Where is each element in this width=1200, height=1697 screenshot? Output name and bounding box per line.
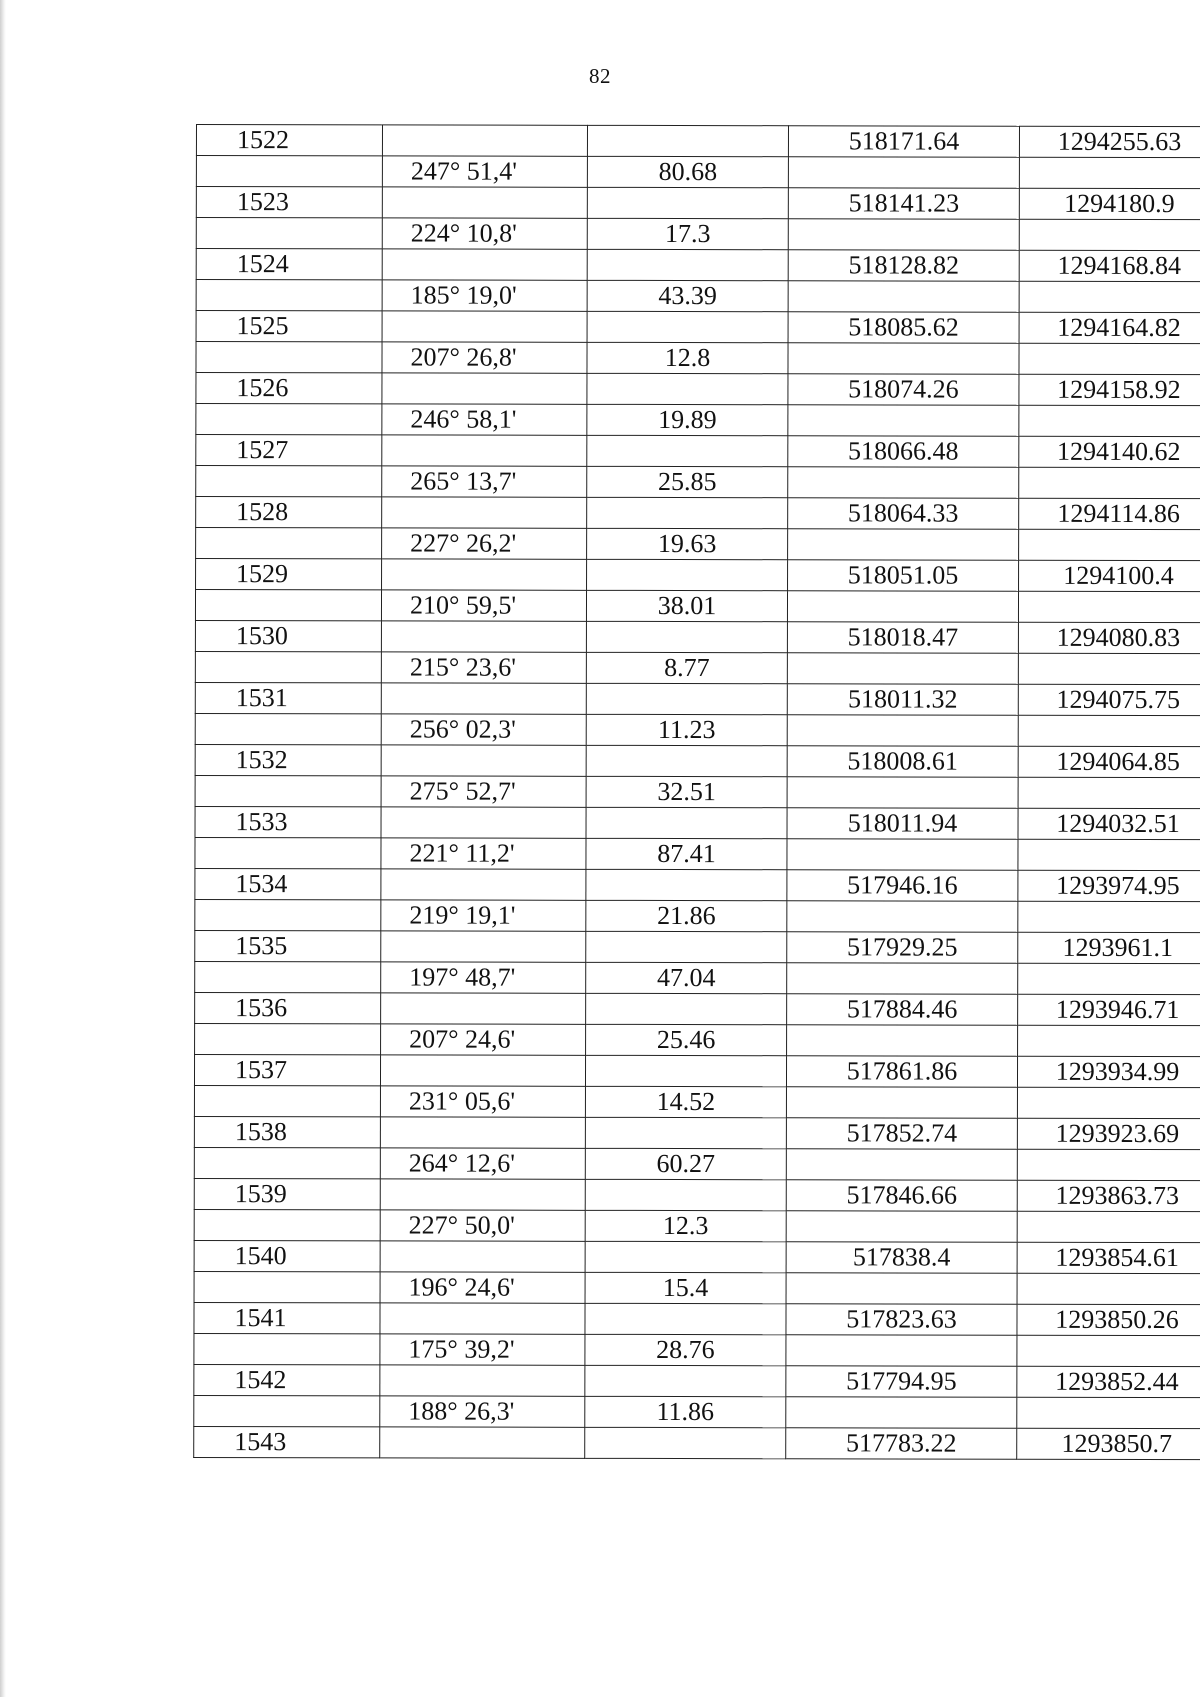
point-row bbox=[196, 435, 1200, 468]
x-coordinate-cell: 517946.16 bbox=[787, 870, 1018, 901]
coordinate-table bbox=[193, 124, 1200, 1460]
segment-row bbox=[194, 1147, 1200, 1180]
point-row bbox=[196, 559, 1200, 592]
y-coordinate-cell bbox=[1019, 219, 1200, 250]
y-coordinate-cell bbox=[1018, 653, 1200, 684]
y-coordinate-cell bbox=[1019, 405, 1200, 436]
point-number-cell: 1538 bbox=[194, 1116, 380, 1147]
point-number-cell: 1527 bbox=[196, 435, 382, 466]
y-coordinate-cell: 1294164.82 bbox=[1019, 312, 1200, 343]
x-coordinate-cell: 517838.4 bbox=[786, 1242, 1017, 1273]
direction-angle-cell bbox=[380, 1365, 585, 1396]
x-coordinate-cell bbox=[787, 777, 1018, 808]
x-coordinate-cell: 517852.74 bbox=[786, 1118, 1017, 1149]
x-coordinate-cell: 518128.82 bbox=[788, 250, 1019, 281]
point-number-cell bbox=[195, 590, 381, 621]
direction-angle-cell bbox=[381, 807, 586, 838]
x-coordinate-cell: 518171.64 bbox=[788, 126, 1019, 157]
distance-cell: 43.39 bbox=[587, 280, 788, 311]
x-coordinate-cell: 518011.32 bbox=[787, 684, 1018, 715]
distance-cell bbox=[586, 993, 787, 1024]
y-coordinate-cell: 1293974.95 bbox=[1018, 870, 1200, 901]
point-row bbox=[195, 620, 1200, 653]
point-row bbox=[196, 125, 1200, 158]
x-coordinate-cell bbox=[788, 157, 1019, 188]
y-coordinate-cell bbox=[1019, 529, 1200, 560]
y-coordinate-cell bbox=[1018, 1025, 1200, 1056]
distance-cell bbox=[585, 1055, 786, 1086]
direction-angle-cell: 197° 48,7' bbox=[381, 962, 586, 993]
distance-cell bbox=[587, 187, 788, 218]
x-coordinate-cell bbox=[786, 1335, 1017, 1366]
direction-angle-cell bbox=[382, 559, 587, 590]
x-coordinate-cell bbox=[786, 1273, 1017, 1304]
x-coordinate-cell bbox=[787, 963, 1018, 994]
direction-angle-cell bbox=[381, 621, 586, 652]
direction-angle-cell: 246° 58,1' bbox=[382, 404, 587, 435]
y-coordinate-cell: 1294100.4 bbox=[1019, 560, 1200, 591]
x-coordinate-cell bbox=[788, 219, 1019, 250]
point-number-cell bbox=[194, 1209, 380, 1240]
page-number: 82 bbox=[589, 64, 611, 88]
distance-cell: 87.41 bbox=[586, 838, 787, 869]
point-number-cell: 1530 bbox=[195, 620, 381, 651]
point-row bbox=[196, 373, 1200, 406]
direction-angle-cell bbox=[380, 1303, 585, 1334]
direction-angle-cell: 185° 19,0' bbox=[382, 280, 587, 311]
segment-row bbox=[195, 775, 1200, 808]
distance-cell: 17.3 bbox=[587, 218, 788, 249]
y-coordinate-cell bbox=[1018, 963, 1200, 994]
direction-angle-cell: 210° 59,5' bbox=[381, 590, 586, 621]
point-number-cell bbox=[195, 837, 381, 868]
segment-row bbox=[194, 1085, 1200, 1118]
direction-angle-cell: 207° 26,8' bbox=[382, 342, 587, 373]
direction-angle-cell: 227° 50,0' bbox=[380, 1210, 585, 1241]
direction-angle-cell: 264° 12,6' bbox=[380, 1148, 585, 1179]
point-number-cell bbox=[195, 1023, 381, 1054]
x-coordinate-cell bbox=[788, 281, 1019, 312]
segment-row bbox=[195, 837, 1200, 870]
segment-row bbox=[195, 713, 1200, 746]
y-coordinate-cell: 1294168.84 bbox=[1019, 250, 1200, 281]
y-coordinate-cell: 1294075.75 bbox=[1018, 684, 1200, 715]
point-number-cell: 1535 bbox=[195, 930, 381, 961]
y-coordinate-cell bbox=[1019, 343, 1200, 374]
direction-angle-cell bbox=[381, 869, 586, 900]
y-coordinate-cell: 1293946.71 bbox=[1018, 994, 1200, 1025]
distance-cell bbox=[586, 683, 787, 714]
x-coordinate-cell bbox=[786, 1397, 1017, 1428]
y-coordinate-cell: 1294064.85 bbox=[1018, 746, 1200, 777]
distance-cell bbox=[585, 1179, 786, 1210]
point-number-cell: 1534 bbox=[195, 868, 381, 899]
distance-cell bbox=[587, 311, 788, 342]
point-row bbox=[196, 497, 1200, 530]
point-number-cell: 1540 bbox=[194, 1240, 380, 1271]
direction-angle-cell bbox=[382, 125, 587, 156]
direction-angle-cell bbox=[382, 311, 587, 342]
x-coordinate-cell bbox=[787, 653, 1018, 684]
y-coordinate-cell bbox=[1018, 901, 1200, 932]
direction-angle-cell bbox=[380, 1179, 585, 1210]
y-coordinate-cell: 1293854.61 bbox=[1017, 1242, 1200, 1273]
y-coordinate-cell bbox=[1018, 839, 1200, 870]
point-row bbox=[194, 1364, 1200, 1397]
segment-row bbox=[195, 651, 1200, 684]
segment-row bbox=[196, 528, 1200, 561]
direction-angle-cell: 256° 02,3' bbox=[381, 714, 586, 745]
distance-cell bbox=[585, 1427, 786, 1458]
x-coordinate-cell bbox=[787, 715, 1018, 746]
point-row bbox=[195, 682, 1200, 715]
direction-angle-cell bbox=[380, 1117, 585, 1148]
y-coordinate-cell bbox=[1017, 1087, 1200, 1118]
y-coordinate-cell: 1294180.9 bbox=[1019, 188, 1200, 219]
segment-row bbox=[194, 1209, 1200, 1242]
distance-cell bbox=[587, 249, 788, 280]
distance-cell bbox=[587, 125, 788, 156]
y-coordinate-cell bbox=[1017, 1397, 1200, 1428]
x-coordinate-cell: 517861.86 bbox=[786, 1056, 1017, 1087]
x-coordinate-cell: 517929.25 bbox=[787, 932, 1018, 963]
point-row bbox=[196, 249, 1200, 282]
x-coordinate-cell bbox=[786, 1087, 1017, 1118]
y-coordinate-cell bbox=[1018, 777, 1200, 808]
segment-row bbox=[196, 156, 1200, 189]
direction-angle-cell bbox=[382, 373, 587, 404]
y-coordinate-cell: 1293961.1 bbox=[1018, 932, 1200, 963]
distance-cell: 8.77 bbox=[586, 652, 787, 683]
segment-row bbox=[195, 1023, 1200, 1056]
distance-cell bbox=[587, 373, 788, 404]
point-row bbox=[196, 311, 1200, 344]
point-number-cell: 1532 bbox=[195, 744, 381, 775]
point-row bbox=[195, 806, 1200, 839]
x-coordinate-cell: 518066.48 bbox=[788, 436, 1019, 467]
point-number-cell: 1523 bbox=[196, 187, 382, 218]
x-coordinate-cell: 517783.22 bbox=[786, 1428, 1017, 1459]
point-number-cell: 1537 bbox=[194, 1054, 380, 1085]
x-coordinate-cell bbox=[788, 529, 1019, 560]
point-row bbox=[194, 1116, 1200, 1149]
distance-cell: 80.68 bbox=[587, 156, 788, 187]
point-number-cell bbox=[196, 342, 382, 373]
point-number-cell bbox=[196, 466, 382, 497]
x-coordinate-cell bbox=[787, 1025, 1018, 1056]
y-coordinate-cell: 1293863.73 bbox=[1017, 1180, 1200, 1211]
point-number-cell: 1541 bbox=[194, 1302, 380, 1333]
distance-cell bbox=[585, 1241, 786, 1272]
distance-cell: 21.86 bbox=[586, 900, 787, 931]
point-number-cell bbox=[196, 156, 382, 187]
point-row bbox=[195, 744, 1200, 777]
point-number-cell bbox=[195, 651, 381, 682]
direction-angle-cell: 224° 10,8' bbox=[382, 218, 587, 249]
y-coordinate-cell: 1294255.63 bbox=[1019, 126, 1200, 157]
point-number-cell: 1529 bbox=[196, 559, 382, 590]
distance-cell: 25.85 bbox=[587, 466, 788, 497]
distance-cell: 12.3 bbox=[585, 1210, 786, 1241]
segment-row bbox=[195, 590, 1200, 623]
y-coordinate-cell bbox=[1019, 157, 1200, 188]
direction-angle-cell bbox=[382, 435, 587, 466]
point-number-cell bbox=[196, 528, 382, 559]
y-coordinate-cell: 1293850.26 bbox=[1017, 1304, 1200, 1335]
y-coordinate-cell: 1293934.99 bbox=[1017, 1056, 1200, 1087]
distance-cell bbox=[585, 1303, 786, 1334]
direction-angle-cell: 231° 05,6' bbox=[380, 1086, 585, 1117]
direction-angle-cell: 221° 11,2' bbox=[381, 838, 586, 869]
point-number-cell bbox=[194, 1147, 380, 1178]
x-coordinate-cell: 518011.94 bbox=[787, 808, 1018, 839]
segment-row bbox=[196, 342, 1200, 375]
segment-row bbox=[196, 218, 1200, 251]
distance-cell: 47.04 bbox=[586, 962, 787, 993]
segment-row bbox=[196, 404, 1200, 437]
distance-cell bbox=[586, 745, 787, 776]
x-coordinate-cell bbox=[788, 467, 1019, 498]
point-number-cell bbox=[194, 1085, 380, 1116]
direction-angle-cell bbox=[382, 187, 587, 218]
point-number-cell: 1526 bbox=[196, 373, 382, 404]
point-number-cell bbox=[195, 899, 381, 930]
scan-edge-shadow bbox=[0, 0, 6, 1697]
distance-cell bbox=[586, 931, 787, 962]
x-coordinate-cell bbox=[788, 343, 1019, 374]
y-coordinate-cell bbox=[1018, 591, 1200, 622]
direction-angle-cell: 215° 23,6' bbox=[381, 652, 586, 683]
direction-angle-cell: 188° 26,3' bbox=[380, 1396, 585, 1427]
x-coordinate-cell: 517884.46 bbox=[787, 994, 1018, 1025]
direction-angle-cell: 275° 52,7' bbox=[381, 776, 586, 807]
segment-row bbox=[194, 1333, 1200, 1366]
distance-cell bbox=[586, 807, 787, 838]
x-coordinate-cell: 518085.62 bbox=[788, 312, 1019, 343]
distance-cell: 12.8 bbox=[587, 342, 788, 373]
direction-angle-cell bbox=[381, 683, 586, 714]
point-number-cell bbox=[194, 1395, 380, 1426]
segment-row bbox=[194, 1395, 1200, 1428]
x-coordinate-cell bbox=[786, 1149, 1017, 1180]
direction-angle-cell: 219° 19,1' bbox=[381, 900, 586, 931]
distance-cell: 32.51 bbox=[586, 776, 787, 807]
direction-angle-cell bbox=[382, 497, 587, 528]
direction-angle-cell: 227° 26,2' bbox=[382, 528, 587, 559]
segment-row bbox=[196, 280, 1200, 313]
distance-cell bbox=[585, 1365, 786, 1396]
direction-angle-cell: 196° 24,6' bbox=[380, 1272, 585, 1303]
point-number-cell: 1539 bbox=[194, 1178, 380, 1209]
x-coordinate-cell: 517823.63 bbox=[786, 1304, 1017, 1335]
point-number-cell bbox=[194, 1333, 380, 1364]
distance-cell: 11.23 bbox=[586, 714, 787, 745]
point-number-cell bbox=[196, 218, 382, 249]
y-coordinate-cell: 1294140.62 bbox=[1019, 436, 1200, 467]
distance-cell: 14.52 bbox=[585, 1086, 786, 1117]
segment-row bbox=[195, 961, 1200, 994]
point-row bbox=[194, 1240, 1200, 1273]
y-coordinate-cell: 1294032.51 bbox=[1018, 808, 1200, 839]
y-coordinate-cell bbox=[1017, 1335, 1200, 1366]
point-number-cell: 1533 bbox=[195, 806, 381, 837]
direction-angle-cell: 207° 24,6' bbox=[381, 1024, 586, 1055]
direction-angle-cell: 247° 51,4' bbox=[382, 156, 587, 187]
point-number-cell: 1525 bbox=[196, 311, 382, 342]
x-coordinate-cell bbox=[788, 405, 1019, 436]
point-number-cell bbox=[195, 775, 381, 806]
point-number-cell bbox=[196, 404, 382, 435]
x-coordinate-cell bbox=[786, 1211, 1017, 1242]
x-coordinate-cell: 518018.47 bbox=[787, 622, 1018, 653]
point-row bbox=[194, 1426, 1200, 1459]
distance-cell: 25.46 bbox=[586, 1024, 787, 1055]
direction-angle-cell bbox=[381, 745, 586, 776]
y-coordinate-cell: 1294158.92 bbox=[1019, 374, 1200, 405]
point-row bbox=[195, 992, 1200, 1025]
distance-cell: 15.4 bbox=[585, 1272, 786, 1303]
distance-cell: 60.27 bbox=[585, 1148, 786, 1179]
direction-angle-cell: 175° 39,2' bbox=[380, 1334, 585, 1365]
direction-angle-cell bbox=[382, 249, 587, 280]
segment-row bbox=[195, 899, 1200, 932]
x-coordinate-cell: 518064.33 bbox=[788, 498, 1019, 529]
distance-cell: 19.63 bbox=[587, 528, 788, 559]
x-coordinate-cell: 518051.05 bbox=[788, 560, 1019, 591]
y-coordinate-cell bbox=[1019, 281, 1200, 312]
point-row bbox=[194, 1054, 1200, 1087]
point-number-cell: 1543 bbox=[194, 1426, 380, 1457]
point-row bbox=[194, 1178, 1200, 1211]
y-coordinate-cell: 1293852.44 bbox=[1017, 1366, 1200, 1397]
y-coordinate-cell bbox=[1017, 1211, 1200, 1242]
point-number-cell bbox=[195, 713, 381, 744]
distance-cell bbox=[586, 869, 787, 900]
point-row bbox=[195, 930, 1200, 963]
x-coordinate-cell bbox=[787, 591, 1018, 622]
direction-angle-cell bbox=[380, 1241, 585, 1272]
point-number-cell: 1522 bbox=[196, 125, 382, 156]
point-number-cell bbox=[195, 961, 381, 992]
direction-angle-cell bbox=[381, 931, 586, 962]
x-coordinate-cell: 517794.95 bbox=[786, 1366, 1017, 1397]
distance-cell bbox=[585, 1117, 786, 1148]
distance-cell bbox=[587, 559, 788, 590]
distance-cell: 38.01 bbox=[586, 590, 787, 621]
point-number-cell: 1531 bbox=[195, 682, 381, 713]
y-coordinate-cell: 1294114.86 bbox=[1019, 498, 1200, 529]
distance-cell: 19.89 bbox=[587, 404, 788, 435]
distance-cell bbox=[587, 435, 788, 466]
direction-angle-cell bbox=[380, 1055, 585, 1086]
point-number-cell: 1536 bbox=[195, 992, 381, 1023]
direction-angle-cell bbox=[380, 1427, 585, 1458]
distance-cell: 28.76 bbox=[585, 1334, 786, 1365]
point-row bbox=[195, 868, 1200, 901]
y-coordinate-cell bbox=[1017, 1273, 1200, 1304]
x-coordinate-cell: 518074.26 bbox=[788, 374, 1019, 405]
point-row bbox=[194, 1302, 1200, 1335]
y-coordinate-cell bbox=[1017, 1149, 1200, 1180]
point-row bbox=[196, 187, 1200, 220]
point-number-cell bbox=[196, 280, 382, 311]
segment-row bbox=[196, 466, 1200, 499]
distance-cell bbox=[587, 497, 788, 528]
point-number-cell: 1524 bbox=[196, 249, 382, 280]
x-coordinate-cell: 517846.66 bbox=[786, 1180, 1017, 1211]
x-coordinate-cell bbox=[787, 839, 1018, 870]
distance-cell bbox=[586, 621, 787, 652]
direction-angle-cell bbox=[381, 993, 586, 1024]
y-coordinate-cell: 1293923.69 bbox=[1017, 1118, 1200, 1149]
y-coordinate-cell bbox=[1018, 715, 1200, 746]
x-coordinate-cell bbox=[787, 901, 1018, 932]
y-coordinate-cell: 1293850.7 bbox=[1017, 1428, 1200, 1459]
x-coordinate-cell: 518141.23 bbox=[788, 188, 1019, 219]
direction-angle-cell: 265° 13,7' bbox=[382, 466, 587, 497]
x-coordinate-cell: 518008.61 bbox=[787, 746, 1018, 777]
distance-cell: 11.86 bbox=[585, 1396, 786, 1427]
point-number-cell: 1542 bbox=[194, 1364, 380, 1395]
y-coordinate-cell bbox=[1019, 467, 1200, 498]
y-coordinate-cell: 1294080.83 bbox=[1018, 622, 1200, 653]
point-number-cell: 1528 bbox=[196, 497, 382, 528]
point-number-cell bbox=[194, 1271, 380, 1302]
segment-row bbox=[194, 1271, 1200, 1304]
